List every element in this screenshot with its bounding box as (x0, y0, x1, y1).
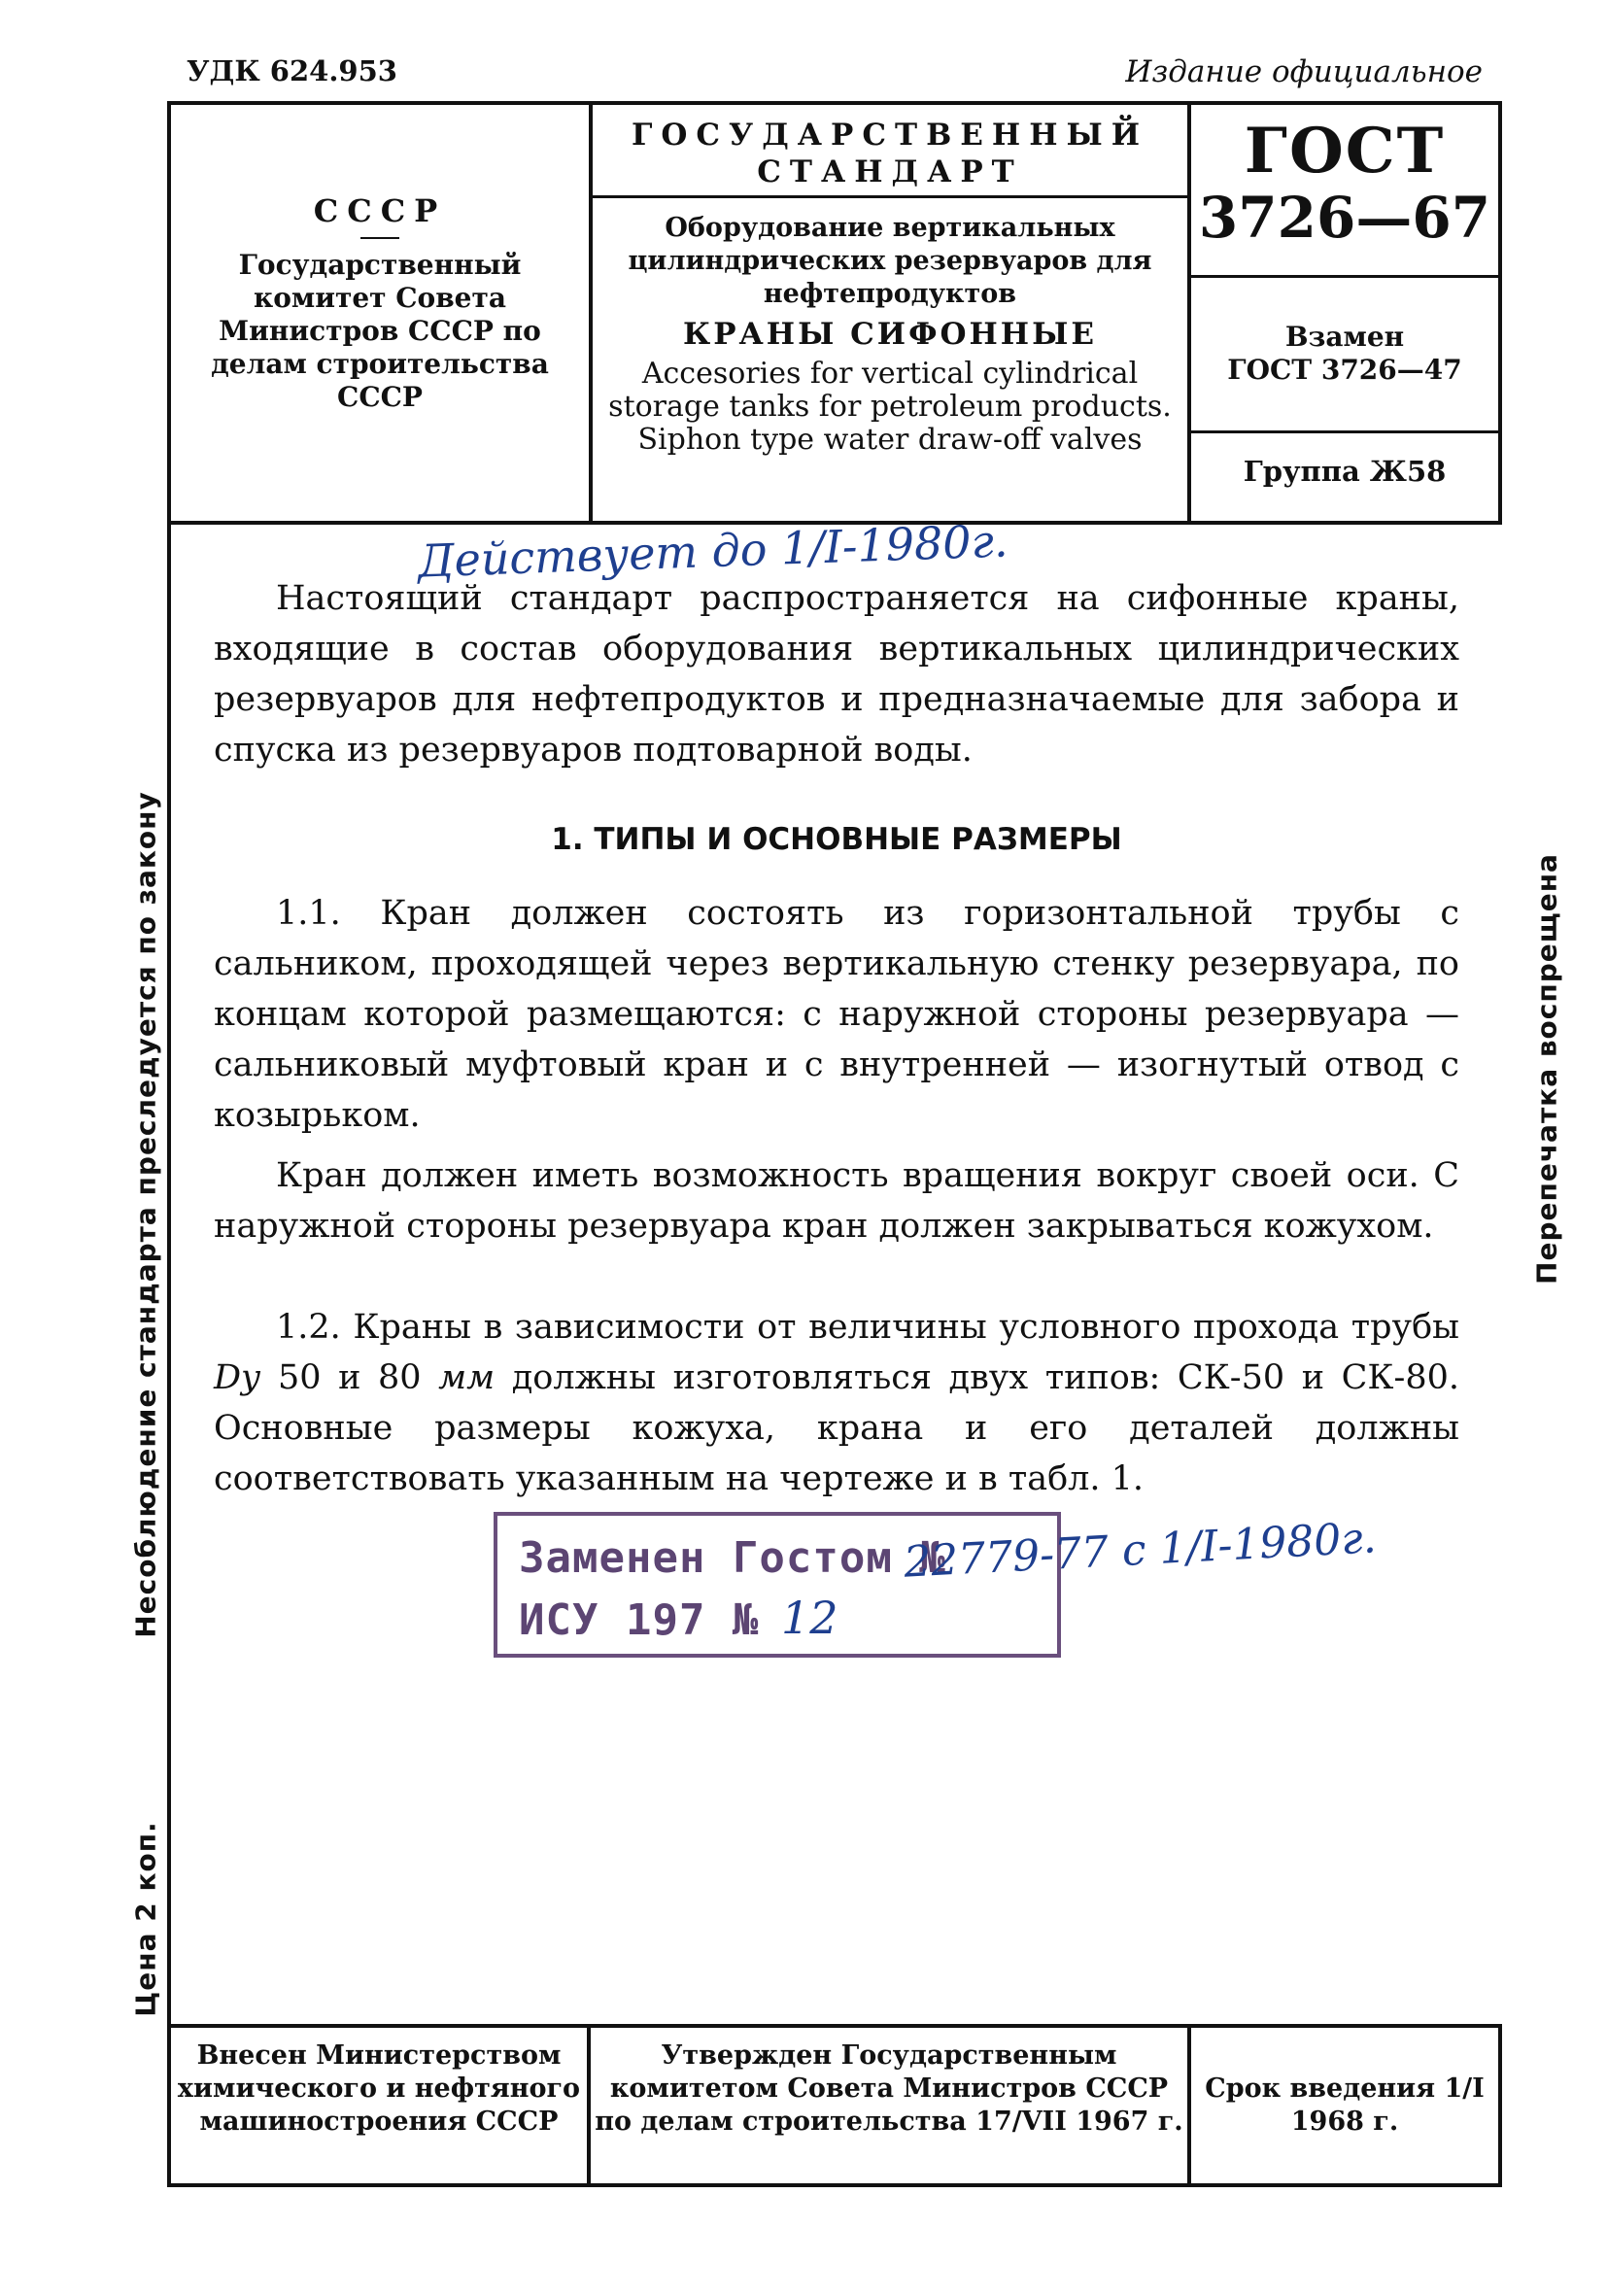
section-heading: 1. ТИПЫ И ОСНОВНЫЕ РАЗМЕРЫ (551, 822, 1122, 857)
nominal-diameter-symbol: Dу (214, 1358, 261, 1397)
title-english: Accesories for vertical cylindrical storage tanks for petroleum products. Siphon type water draw-off valves (608, 357, 1172, 457)
paragraph-1-1-rotation: Кран должен иметь возможность вращения вокруг своей оси. С наружной стороны резервуара кран должен закрываться кожухом. (214, 1156, 1459, 1246)
submitted-by: Внесен Министерством химического и нефтяного машиностроения СССР (171, 2028, 591, 2183)
header-table (167, 101, 1502, 525)
paragraph-1-2 (214, 1302, 1459, 1504)
title-russian: Оборудование вертикальных цилиндрических резервуаров для нефтепродуктов (628, 213, 1152, 309)
group-label: Группа Ж58 (1243, 455, 1447, 488)
replaces-label: Взамен (1284, 321, 1405, 353)
udk-code: УДК 624.953 (187, 54, 397, 87)
paragraph-1-2-part-a: 1.2. Краны в зависимости от величины условного прохода трубы (276, 1308, 1459, 1347)
legal-notice-vertical: Несоблюдение стандарта преследуется по закону (129, 791, 162, 1638)
unit-mm: мм (438, 1358, 496, 1397)
standard-label: ГОСУДАРСТВЕННЫЙ СТАНДАРТ (593, 105, 1187, 198)
replaces-value: ГОСТ 3726—47 (1227, 354, 1462, 386)
committee-name: Государственный комитет Совета Министров СССР по делам строительства СССР (211, 249, 549, 413)
divider (360, 237, 399, 239)
title-block (593, 105, 1191, 521)
footer-table (167, 2024, 1502, 2187)
issuer-block (171, 105, 593, 521)
gost-word: ГОСТ (1244, 115, 1446, 188)
gost-number: 3726—67 (1198, 185, 1491, 251)
ussr-label: СССР (313, 192, 447, 229)
gost-id (1191, 105, 1498, 278)
handwritten-replacement-note: 22779-77 с 1/I-1980г. (902, 1513, 1378, 1588)
paragraph-1-2-part-b: 50 и 80 (260, 1358, 439, 1397)
replaces-block (1191, 278, 1498, 433)
price-vertical: Цена 2 коп. (129, 1821, 162, 2017)
paragraph-1-2-part-c: должны изготовляться двух типов: СК-50 и СК-80. Основные размеры кожуха, крана и его деталей должны соответствовать указанным на чертеже и в табл. 1. (214, 1358, 1459, 1498)
paragraph-1-1: 1.1. Кран должен состоять из горизонтальной трубы с сальником, проходящей через вертикальную стенку резервуара, по концам которой размещаются: с наружной стороны резервуара — сальниковый муфтовый кран и с внутренней — изогнутый отвод с козырьком. (214, 894, 1459, 1135)
stamp-line-1: Заменен Гостом № (519, 1533, 946, 1583)
edition-note: Издание официальное (1125, 54, 1483, 89)
stamp-line-2: ИСУ 197 № (519, 1595, 760, 1645)
stamp-handwritten-number: 12 (781, 1592, 838, 1644)
reprint-notice-vertical: Перепечатка воспрещена (1530, 853, 1563, 1285)
handwritten-validity-note: Действует до 1/I-1980г. (417, 514, 1009, 588)
intro-paragraph: Настоящий стандарт распространяется на сифонные краны, входящие в состав оборудования вертикальных цилиндрических резервуаров для нефтепродуктов и предназначаемые для забора и спуска из резервуаров подтоварной воды. (214, 579, 1459, 770)
effective-date: Срок введения 1/I 1968 г. (1205, 2073, 1485, 2137)
title-main: КРАНЫ СИФОННЫЕ (683, 317, 1097, 352)
gost-block (1191, 105, 1498, 521)
left-rule (167, 525, 171, 2026)
approved-by: Утвержден Государственным комитетом Совета Министров СССР по делам строительства 17/VII 1967 г. (591, 2028, 1191, 2183)
